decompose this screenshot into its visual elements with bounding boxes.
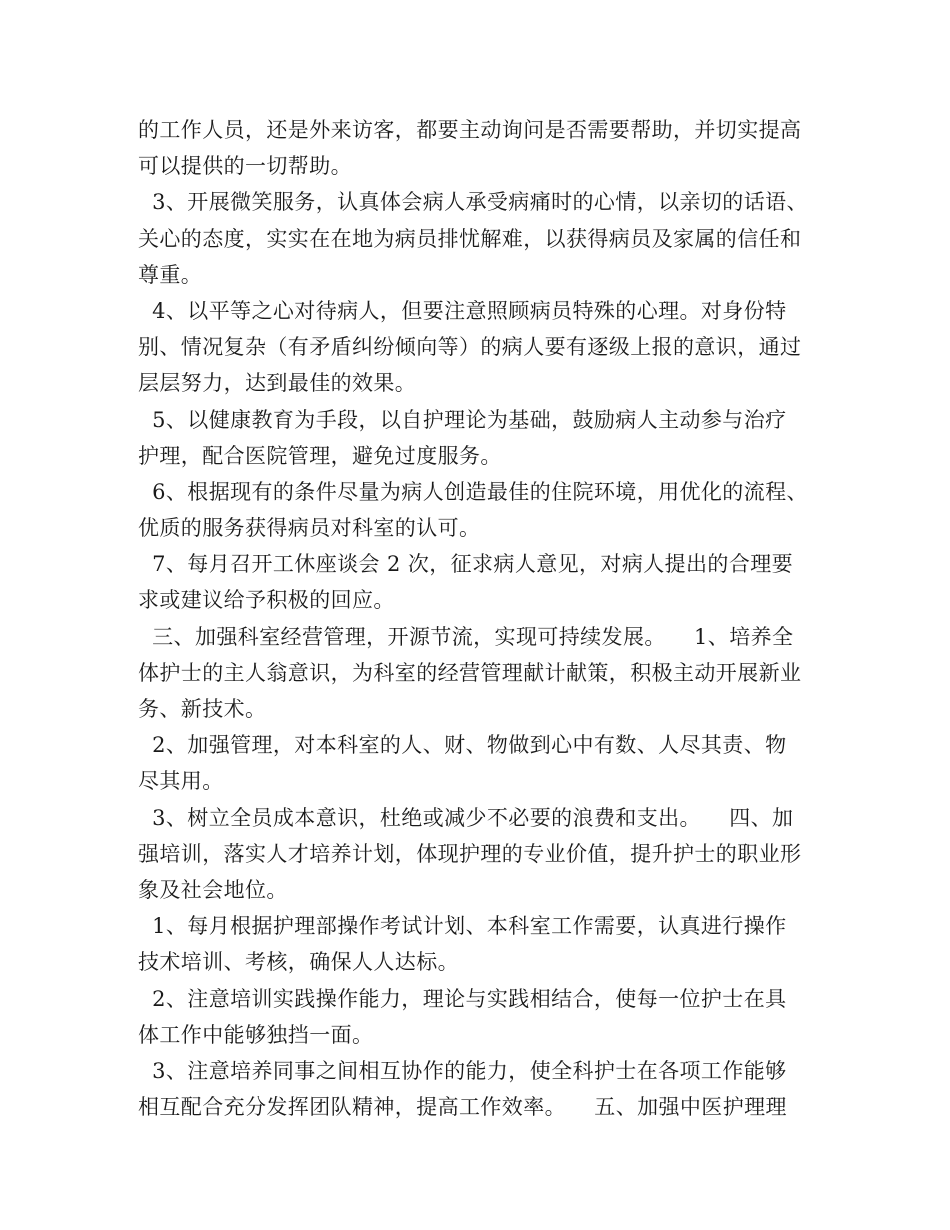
- text-line: 三、加强科室经营管理，开源节流，实现可持续发展。 1、培养全: [138, 624, 794, 649]
- text-line: 2、加强管理，对本科室的人、财、物做到心中有数、人尽其责、物: [138, 733, 787, 758]
- text-line: 强培训，落实人才培养计划，体现护理的专业价值，提升护士的职业形: [138, 841, 802, 866]
- text-line: 1、每月根据护理部操作考试计划、本科室工作需要，认真进行操作: [138, 914, 787, 939]
- text-line: 的工作人员，还是外来访客，都要主动询问是否需要帮助，并切实提高: [138, 118, 802, 142]
- text-line: 关心的态度，实实在在地为病员排忧解难，以获得病员及家属的信任和: [138, 226, 802, 251]
- text-line: 相互配合充分发挥团队精神，提高工作效率。 五、加强中医护理理: [138, 1095, 787, 1120]
- text-line: 可以提供的一切帮助。: [138, 154, 352, 179]
- body-text: [138, 112, 818, 1125]
- text-line: 体工作中能够独挡一面。: [138, 1022, 374, 1047]
- text-line: 3、树立全员成本意识，杜绝或减少不必要的浪费和支出。 四、加: [138, 805, 794, 830]
- text-line: 3、注意培养同事之间相互协作的能力，使全科护士在各项工作能够: [138, 1058, 787, 1083]
- text-line: 7、每月召开工休座谈会 2 次，征求病人意见，对病人提出的合理要: [138, 552, 794, 577]
- text-line: 优质的服务获得病员对科室的认可。: [138, 516, 481, 541]
- text-line: 2、注意培训实践操作能力，理论与实践相结合，使每一位护士在具: [138, 986, 787, 1011]
- text-line: 护理，配合医院管理，避免过度服务。: [138, 443, 502, 468]
- text-line: 尽其用。: [138, 769, 224, 794]
- text-line: 别、情况复杂（有矛盾纠纷倾向等）的病人要有逐级上报的意识，通过: [138, 335, 802, 360]
- text-line: 象及社会地位。: [138, 877, 288, 902]
- text-line: 求或建议给予积极的回应。: [138, 588, 395, 613]
- text-line: 体护士的主人翁意识，为科室的经营管理献计献策，积极主动开展新业: [138, 660, 802, 685]
- text-line: 5、以健康教育为手段，以自护理论为基础，鼓励病人主动参与治疗: [138, 407, 787, 432]
- text-line: 务、新技术。: [138, 697, 267, 721]
- text-line: 6、根据现有的条件尽量为病人创造最佳的住院环境，用优化的流程、: [138, 479, 808, 504]
- text-line: 技术培训、考核，确保人人达标。: [138, 950, 459, 975]
- text-line: 4、以平等之心对待病人，但要注意照顾病员特殊的心理。对身份特: [138, 298, 787, 323]
- text-line: 3、开展微笑服务，认真体会病人承受病痛时的心情，以亲切的话语、: [138, 190, 808, 215]
- text-line: 层层努力，达到最佳的效果。: [138, 371, 417, 396]
- text-line: 尊重。: [138, 262, 203, 287]
